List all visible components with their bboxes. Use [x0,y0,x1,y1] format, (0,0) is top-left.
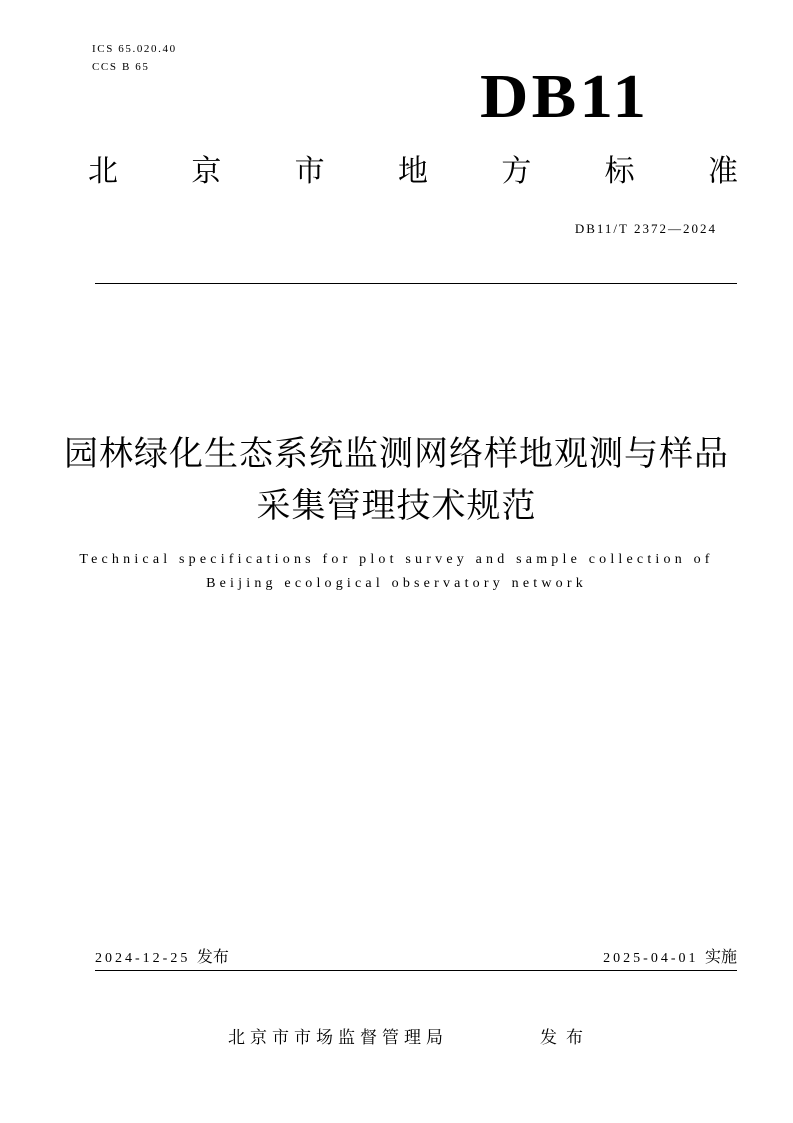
standard-type-char: 京 [191,154,222,189]
top-divider [95,283,737,284]
implementation-date: 2025-04-01 [603,951,699,966]
db11-logo: DB11 [480,63,650,131]
issue-date-line [95,946,229,970]
ics-code: ICS 65.020.40 [92,43,177,55]
publisher-name: 北京市市场监督管理局 [228,1028,448,1048]
publish-label: 发布 [540,1028,592,1048]
document-title-english: Technical specifications for plot survey and sample collection of Beijing ecological observatory network [79,552,714,591]
standard-type-char: 方 [501,154,532,189]
standard-type-char: 北 [88,154,118,189]
standard-type-char: 市 [294,154,325,189]
document-title-chinese: 园林绿化生态系统监测网络样地观测与样品采集管理技术规范 [64,434,729,526]
ccs-code: CCS B 65 [92,61,150,73]
standard-number: DB11/T 2372—2024 [574,221,717,236]
standard-type-heading [88,150,738,198]
issue-date: 2024-12-25 [95,951,191,966]
implementation-date-line [603,946,737,970]
standard-type-char: 准 [707,154,738,189]
issue-label: 发布 [196,947,229,966]
implementation-label: 实施 [704,947,737,966]
standard-type-char: 地 [397,154,428,189]
standard-type-char: 标 [604,154,635,189]
bottom-divider [95,970,737,971]
